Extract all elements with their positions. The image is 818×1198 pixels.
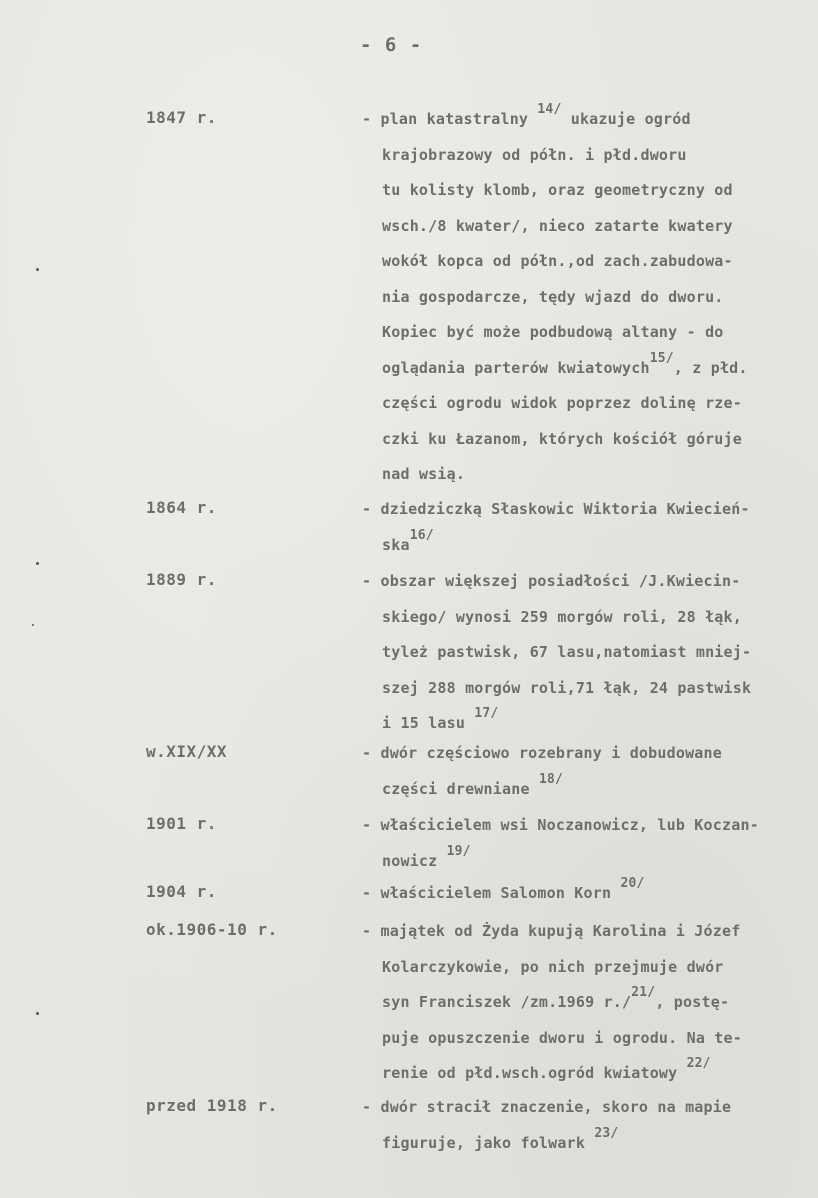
entry-text-1847 <box>362 102 814 493</box>
entry-date-1904: 1904 r. <box>146 882 217 901</box>
entry-text-przed-1918 <box>362 1090 814 1161</box>
entry-line: nowicz $^{19/}$ <box>382 843 471 870</box>
footnote-ref: 15/ <box>649 350 674 366</box>
entry-line: nia gospodarcze, tędy wjazd do dworu. <box>382 287 724 306</box>
entry-line: - dwór stracił znaczenie, skoro na mapie <box>362 1098 732 1116</box>
entry-line: nad wsią. <box>382 465 466 483</box>
entry-line: - obszar większej posiadłości /J.Kwiecin- <box>362 572 741 590</box>
footnote-ref: 19/ <box>446 843 471 859</box>
entry-line: figuruje, jako folwark $^{23/}$ <box>382 1125 619 1152</box>
entry-text-1864 <box>362 492 814 563</box>
entry-line: puje opuszczenie dworu i ogrodu. Na te- <box>382 1028 742 1047</box>
entry-line: i 15 lasu $^{17/}$ <box>382 706 499 732</box>
margin-speck <box>32 624 34 626</box>
entry-line: renie od płd.wsch.ogród kwiatowy $^{22/}$ <box>382 1056 711 1082</box>
entry-text-xix-xx <box>362 736 814 807</box>
page-number: - 6 - <box>360 34 423 56</box>
footnote-ref: 14/ <box>537 102 562 117</box>
entry-line: Kopiec być może podbudową altany - do <box>382 323 724 341</box>
entry-line: wokół kopca od półn.,od zach.zabudowa- <box>382 252 733 270</box>
entry-line: krajobrazowy od półn. i płd.dworu <box>382 145 687 164</box>
footnote-ref: 21/ <box>631 985 656 1000</box>
entry-line: wsch./8 kwater/, nieco zatarte kwatery <box>382 216 733 235</box>
entry-line: czki ku Łazanom, których kościół góruje <box>382 429 742 448</box>
footnote-ref: 16/ <box>409 527 434 543</box>
entry-date-przed-1918: przed 1918 r. <box>146 1096 278 1115</box>
entry-text-1906-10 <box>362 914 814 1092</box>
footnote-ref: 23/ <box>594 1125 619 1141</box>
entry-line: skiego/ wynosi 259 morgów roli, 28 łąk, <box>382 607 742 626</box>
entry-line: części drewniane $^{18/}$ <box>382 771 564 798</box>
entry-date-1906-10: ok.1906-10 r. <box>146 920 278 939</box>
entry-text-1901 <box>362 808 814 879</box>
entry-text-1904 <box>362 876 814 912</box>
footnote-ref: 17/ <box>474 706 499 721</box>
margin-speck <box>36 1012 39 1015</box>
entry-date-1864: 1864 r. <box>146 498 217 517</box>
entry-date-1847: 1847 r. <box>146 108 217 127</box>
entry-line: - dwór częściowo rozebrany i dobudowane <box>362 744 722 762</box>
entry-line: - majątek od Żyda kupują Karolina i Józef <box>362 922 741 940</box>
entry-line: tu kolisty klomb, oraz geometryczny od <box>382 181 733 199</box>
entry-line: - właścicielem wsi Noczanowicz, lub Koczan- <box>362 816 759 834</box>
entry-date-1901: 1901 r. <box>146 814 217 833</box>
entry-line: - dziedziczką Słaskowic Wiktoria Kwiecień- <box>362 500 750 518</box>
entry-line: oglądania parterów kwiatowych$^{15/}$, z płd. <box>382 350 748 377</box>
footnote-ref: 20/ <box>620 876 645 891</box>
entry-text-1889 <box>362 564 814 742</box>
margin-speck <box>36 268 39 271</box>
entry-line: - plan katastralny $^{14/}$ ukazuje ogród <box>362 102 691 128</box>
entry-date-1889: 1889 r. <box>146 570 217 589</box>
entry-line: tyleż pastwisk, 67 lasu,natomiast mniej- <box>382 643 752 661</box>
entry-line: - właścicielem Salomon Korn $^{20/}$ <box>362 876 645 902</box>
entry-date-xix-xx: w.XIX/XX <box>146 742 228 761</box>
entry-line: szej 288 morgów roli,71 łąk, 24 pastwisk <box>382 678 752 697</box>
margin-speck <box>36 562 39 565</box>
entry-line: części ogrodu widok poprzez dolinę rze- <box>382 394 742 412</box>
entry-line: syn Franciszek /zm.1969 r./$^{21/}$, postę- <box>382 985 730 1011</box>
footnote-ref: 22/ <box>686 1056 711 1071</box>
entry-line: Kolarczykowie, po nich przejmuje dwór <box>382 957 724 976</box>
entry-line: ska$^{16/}$ <box>382 527 434 554</box>
footnote-ref: 18/ <box>538 771 564 787</box>
